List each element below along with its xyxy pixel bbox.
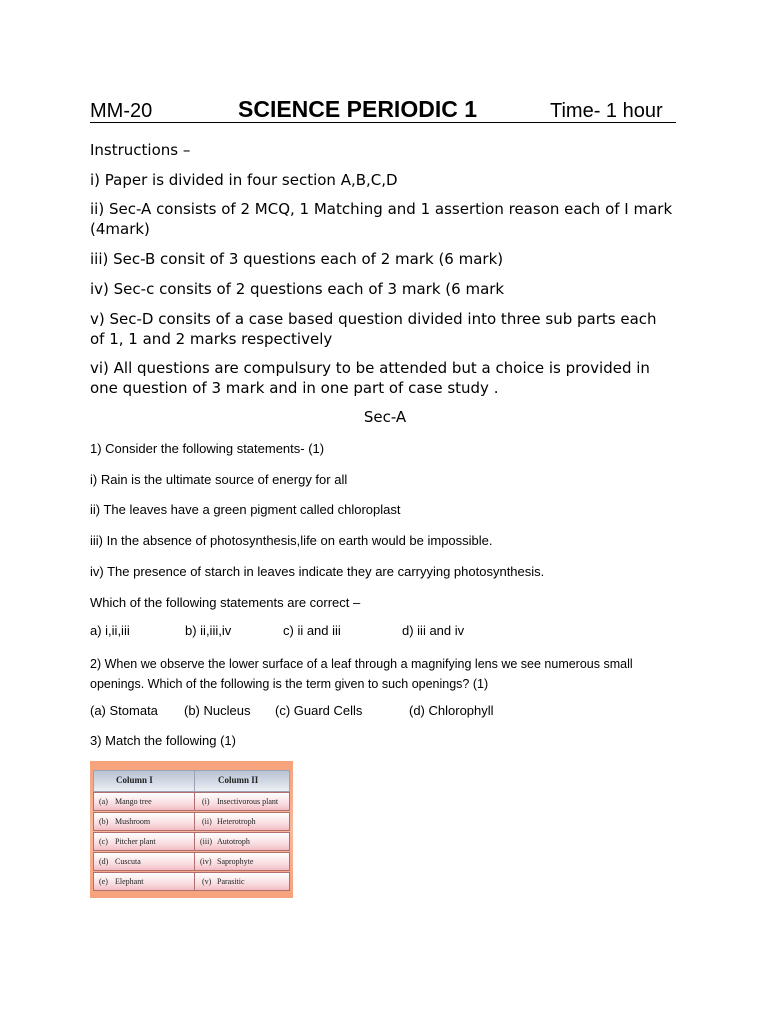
column-1-header: Column I bbox=[116, 775, 153, 785]
row-item: Mushroom bbox=[115, 817, 151, 826]
row-item: Elephant bbox=[115, 877, 144, 886]
row-key: (c) bbox=[99, 837, 108, 846]
instructions-heading: Instructions – bbox=[90, 141, 191, 159]
row-key: (iii) bbox=[200, 837, 212, 846]
max-marks: MM-20 bbox=[90, 100, 153, 122]
instruction-item: i) Paper is divided in four section A,B,C,D bbox=[90, 171, 398, 189]
row-key: (a) bbox=[99, 797, 108, 806]
row-item: Parasitic bbox=[217, 877, 245, 886]
match-row bbox=[93, 792, 290, 811]
row-key: (iv) bbox=[200, 857, 212, 866]
row-item: Insectivorous plant bbox=[217, 797, 279, 806]
row-key: (ii) bbox=[202, 817, 212, 826]
section-title: Sec-A bbox=[363, 408, 407, 426]
q2-option: (d) Chlorophyll bbox=[409, 703, 494, 718]
time-limit: Time- 1 hour bbox=[550, 100, 663, 122]
column-2-header: Column II bbox=[218, 775, 259, 785]
row-item: Autotroph bbox=[217, 837, 250, 846]
q1-option: c) ii and iii bbox=[283, 623, 341, 638]
q1-prompt: Which of the following statements are correct – bbox=[90, 595, 361, 610]
question-1-stem: 1) Consider the following statements- (1) bbox=[90, 441, 325, 456]
q1-options bbox=[90, 623, 690, 643]
q2-option: (b) Nucleus bbox=[184, 703, 251, 718]
q2-options bbox=[90, 703, 690, 723]
q1-statement: iv) The presence of starch in leaves indicate they are carryying photosynthesis. bbox=[90, 564, 545, 579]
question-3-stem: 3) Match the following (1) bbox=[90, 733, 236, 748]
q2-option: (a) Stomata bbox=[90, 703, 158, 718]
question-2-stem: 2) When we observe the lower surface of a leaf through a magnifying lens we see numerous small openings. Which of the following is the term given to such openings? (1) bbox=[90, 657, 633, 691]
row-key: (i) bbox=[202, 797, 210, 806]
row-item: Saprophyte bbox=[217, 857, 254, 866]
instruction-item: iv) Sec-c consits of 2 questions each of 3 mark (6 mark bbox=[90, 280, 505, 298]
instruction-item: ii) Sec-A consists of 2 MCQ, 1 Matching and 1 assertion reason each of I mark (4mark) bbox=[90, 200, 673, 238]
row-item: Mango tree bbox=[115, 797, 152, 806]
match-row bbox=[93, 832, 290, 851]
instruction-item: iii) Sec-B consit of 3 questions each of 2 mark (6 mark) bbox=[90, 250, 504, 268]
match-table-header bbox=[93, 770, 290, 792]
instruction-item: vi) All questions are compulsury to be attended but a choice is provided in one question of 3 mark and in one part of case study . bbox=[90, 359, 650, 397]
match-table bbox=[90, 761, 293, 898]
instruction-item: v) Sec-D consits of a case based question divided into three sub parts each of 1, 1 and 2 marks respectively bbox=[90, 310, 657, 348]
q1-statement: i) Rain is the ultimate source of energy for all bbox=[90, 472, 348, 487]
q1-option: b) ii,iii,iv bbox=[185, 623, 232, 638]
row-key: (e) bbox=[99, 877, 108, 886]
q1-option: d) iii and iv bbox=[402, 623, 465, 638]
q1-statement: iii) In the absence of photosynthesis,life on earth would be impossible. bbox=[90, 533, 493, 548]
q1-option: a) i,ii,iii bbox=[90, 623, 130, 638]
match-row bbox=[93, 812, 290, 831]
q1-statement: ii) The leaves have a green pigment called chloroplast bbox=[90, 502, 401, 517]
row-item: Cuscuta bbox=[115, 857, 141, 866]
q2-option: (c) Guard Cells bbox=[275, 703, 363, 718]
row-key: (v) bbox=[202, 877, 212, 886]
row-item: Pitcher plant bbox=[115, 837, 156, 846]
row-key: (d) bbox=[99, 857, 109, 866]
match-row bbox=[93, 852, 290, 871]
row-key: (b) bbox=[99, 817, 109, 826]
match-row bbox=[93, 872, 290, 891]
paper-title: SCIENCE PERIODIC 1 bbox=[238, 96, 477, 122]
row-item: Heterotroph bbox=[217, 817, 256, 826]
header-underline bbox=[90, 122, 676, 123]
